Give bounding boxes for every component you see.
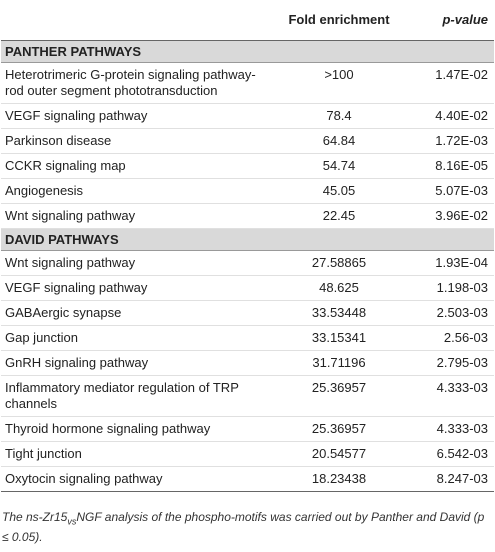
table-row — [1, 442, 494, 467]
caption-pre: The ns-Zr15 — [2, 510, 68, 524]
pathway-name-cell: VEGF signaling pathway — [1, 276, 274, 301]
header-pathway — [1, 0, 274, 41]
pathway-name-cell: Thyroid hormone signaling pathway — [1, 417, 274, 442]
section-header-row — [1, 41, 494, 63]
caption-sub: vs — [67, 516, 77, 527]
section-title: PANTHER PATHWAYS — [1, 41, 494, 63]
table-row — [1, 104, 494, 129]
fold-enrichment-cell: 64.84 — [274, 129, 404, 154]
pathway-name-cell: CCKR signaling map — [1, 154, 274, 179]
caption-post: NGF analysis of the phospho-motifs was carried out by Panther and David (p ≤ 0.05). — [2, 510, 485, 545]
table-row — [1, 251, 494, 276]
p-value-cell: 2.795-03 — [404, 351, 494, 376]
p-value-cell: 4.333-03 — [404, 376, 494, 417]
fold-enrichment-cell: 25.36957 — [274, 417, 404, 442]
pathway-name-cell: VEGF signaling pathway — [1, 104, 274, 129]
p-value-cell: 1.72E-03 — [404, 129, 494, 154]
p-value-cell: 4.333-03 — [404, 417, 494, 442]
p-value-cell: 2.56-03 — [404, 326, 494, 351]
p-value-cell: 8.247-03 — [404, 467, 494, 492]
table-row — [1, 129, 494, 154]
p-value-cell: 3.96E-02 — [404, 204, 494, 229]
pathway-name-cell: Heterotrimeric G-protein signaling pathway-rod outer segment phototransduction — [1, 63, 274, 104]
pathway-name-cell: GABAergic synapse — [1, 301, 274, 326]
table-row — [1, 179, 494, 204]
fold-enrichment-cell: 48.625 — [274, 276, 404, 301]
header-p-value-label: p-value — [442, 12, 488, 27]
section-header-row — [1, 229, 494, 251]
fold-enrichment-cell: 31.71196 — [274, 351, 404, 376]
table-row — [1, 467, 494, 492]
pathway-name-cell: Inflammatory mediator regulation of TRP channels — [1, 376, 274, 417]
table-caption — [2, 509, 490, 545]
fold-enrichment-cell: 33.53448 — [274, 301, 404, 326]
p-value-cell: 6.542-03 — [404, 442, 494, 467]
pathway-name-cell: Oxytocin signaling pathway — [1, 467, 274, 492]
table-row — [1, 417, 494, 442]
fold-enrichment-cell: 33.15341 — [274, 326, 404, 351]
p-value-cell: 5.07E-03 — [404, 179, 494, 204]
fold-enrichment-cell: 22.45 — [274, 204, 404, 229]
p-value-cell: 1.198-03 — [404, 276, 494, 301]
p-value-cell: 2.503-03 — [404, 301, 494, 326]
fold-enrichment-cell: 78.4 — [274, 104, 404, 129]
table-row — [1, 326, 494, 351]
pathway-table — [1, 0, 494, 492]
header-p-value — [404, 0, 494, 41]
pathway-name-cell: Gap junction — [1, 326, 274, 351]
table-row — [1, 301, 494, 326]
pathway-name-cell: Wnt signaling pathway — [1, 204, 274, 229]
pathway-name-cell: Wnt signaling pathway — [1, 251, 274, 276]
table-row — [1, 351, 494, 376]
table-row — [1, 204, 494, 229]
table-body — [1, 41, 494, 492]
fold-enrichment-cell: 45.05 — [274, 179, 404, 204]
pathway-name-cell: Angiogenesis — [1, 179, 274, 204]
p-value-cell: 1.47E-02 — [404, 63, 494, 104]
fold-enrichment-cell: 18.23438 — [274, 467, 404, 492]
table-row — [1, 63, 494, 104]
header-fold-enrichment: Fold enrichment — [274, 0, 404, 41]
p-value-cell: 4.40E-02 — [404, 104, 494, 129]
p-value-cell: 1.93E-04 — [404, 251, 494, 276]
table-row — [1, 376, 494, 417]
pathway-name-cell: Parkinson disease — [1, 129, 274, 154]
table-header — [1, 0, 494, 41]
fold-enrichment-cell: >100 — [274, 63, 404, 104]
fold-enrichment-cell: 20.54577 — [274, 442, 404, 467]
pathway-name-cell: Tight junction — [1, 442, 274, 467]
fold-enrichment-cell: 54.74 — [274, 154, 404, 179]
fold-enrichment-cell: 25.36957 — [274, 376, 404, 417]
table-row — [1, 154, 494, 179]
p-value-cell: 8.16E-05 — [404, 154, 494, 179]
table-row — [1, 276, 494, 301]
pathway-name-cell: GnRH signaling pathway — [1, 351, 274, 376]
section-title: DAVID PATHWAYS — [1, 229, 494, 251]
fold-enrichment-cell: 27.58865 — [274, 251, 404, 276]
